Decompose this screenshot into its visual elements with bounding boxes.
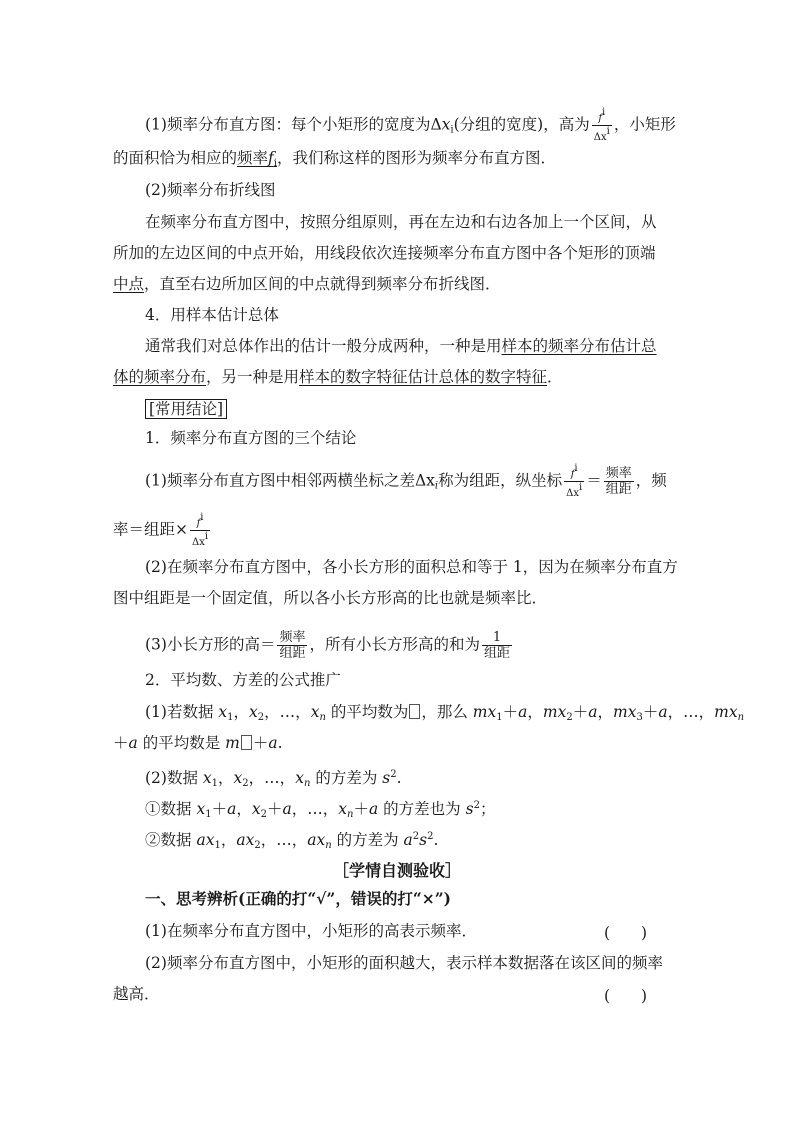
frac-num-sup: i bbox=[602, 107, 606, 118]
text: (3)小长方形的高＝ bbox=[145, 635, 276, 654]
text: ，另一种是用 bbox=[206, 368, 300, 386]
conclusion-2-heading: 2．平均数、方差的公式推广 bbox=[145, 671, 341, 689]
section-heading: ［学情自测验收］ bbox=[332, 861, 461, 880]
var-f: f bbox=[268, 149, 274, 167]
tag-label: [常用结论] bbox=[145, 399, 227, 419]
fraction-freq-over-width bbox=[277, 630, 307, 661]
text: 的面积恰为相应的 bbox=[113, 149, 238, 167]
answer-bracket: ( ) bbox=[604, 924, 648, 942]
underlined-term: 样本的频率分布估计总 bbox=[501, 337, 657, 355]
frac-num: 频率 bbox=[605, 466, 632, 481]
polyline-line-1: 在频率分布直方图中，按照分组原则，再在左边和右边各加上一个区间，从 bbox=[145, 213, 657, 231]
conclusion-2-line-1 bbox=[145, 557, 678, 577]
text: (1)频率分布直方图中相邻两横坐标之差 bbox=[145, 471, 415, 490]
polyline-line-2: 所加的左边区间的中点开始，用线段依次连接频率分布直方图中各个矩形的顶端 bbox=[113, 244, 656, 262]
frac-den: 组距 bbox=[484, 646, 511, 661]
text: (2)数据 bbox=[145, 769, 198, 787]
text: ①数据 bbox=[145, 800, 192, 818]
conclusion-1-line-2 bbox=[113, 512, 212, 549]
polyline-title: (2)频率分布折线图 bbox=[145, 181, 276, 199]
frac-den: Δx bbox=[192, 537, 205, 548]
text: ，直至右边所加区间的中点就得到频率分布折线图． bbox=[144, 275, 501, 293]
frac-num-sup: i bbox=[574, 463, 578, 474]
text: (2)在频率分布直方图中，各小长方形的面积总和等于 bbox=[145, 558, 508, 576]
text: 的平均数是 bbox=[142, 734, 221, 752]
frac-num: 频率 bbox=[279, 630, 306, 645]
text: 的方差也为 bbox=[383, 800, 461, 818]
common-conclusions-tag bbox=[145, 399, 227, 419]
frac-den-sup: i bbox=[579, 482, 583, 493]
exercise-heading: 一、思考辨析(正确的打“√”，错误的打“×”) bbox=[145, 889, 452, 908]
histogram-definition-line-1 bbox=[145, 107, 676, 144]
conclusion-3-line bbox=[145, 630, 514, 661]
fraction-fi-over-dxi bbox=[190, 512, 210, 549]
text: 频率 bbox=[237, 149, 269, 167]
variance-line-2: ①数据 $x_1+a$，$x_2+a$，…，$x_n+a$ 的方差也为 $s^2$； bbox=[145, 800, 496, 820]
conclusion-2-line-2: 图中组距是一个固定值，所以各小长方形高的比也就是频率比． bbox=[113, 589, 548, 607]
text: 通常我们对总体作出的估计一般分成两种，一种是用 bbox=[145, 337, 502, 355]
fraction-fi-over-dxi bbox=[564, 463, 584, 500]
text: ，那么 bbox=[421, 703, 468, 721]
conclusion-1-line-1 bbox=[145, 463, 667, 500]
polyline-line-3 bbox=[113, 274, 501, 294]
exercise-q1: (1)在频率分布直方图中，小矩形的高表示频率． bbox=[145, 922, 477, 940]
frac-num: f bbox=[196, 518, 201, 529]
text: 称为组距，纵坐标 bbox=[438, 471, 563, 490]
variance-line-3: ②数据 $ax_1$，$ax_2$，…，$ax_n$ 的方差为 $a^2s^2$. bbox=[145, 831, 439, 851]
delta-x: Δx bbox=[414, 471, 435, 490]
text: ，我们称这样的图形为频率分布直方图． bbox=[276, 149, 556, 167]
frac-num: f bbox=[598, 113, 603, 124]
sub-i: i bbox=[434, 480, 439, 492]
fraction-one-over-width bbox=[482, 630, 512, 661]
text: 的方差为 bbox=[315, 769, 378, 787]
sub-i: i bbox=[450, 124, 454, 136]
frac-den-sup: i bbox=[204, 531, 209, 542]
text: (分组的宽度)，高为 bbox=[453, 115, 590, 134]
section-4-line-1 bbox=[145, 336, 657, 356]
text: ＝ bbox=[586, 471, 602, 490]
mean-placeholder-icon bbox=[409, 704, 420, 719]
section-4-line-2 bbox=[113, 367, 563, 387]
number-one: 1 bbox=[512, 558, 523, 576]
exercise-q2-line-2: 越高． bbox=[113, 985, 160, 1003]
exercise-q2-line-1: (2)频率分布直方图中，小矩形的面积越大，表示样本数据落在该区间的频率 bbox=[145, 954, 663, 972]
underlined-term: 体的频率分布 bbox=[113, 368, 207, 386]
section-4-heading: 4．用样本估计总体 bbox=[145, 306, 279, 324]
underlined-term bbox=[237, 149, 277, 167]
mean-formula-line-2: ＋a 的平均数是 m ＋a. bbox=[113, 734, 283, 752]
text: ，所有小长方形高的和为 bbox=[309, 635, 480, 654]
answer-bracket: ( ) bbox=[604, 987, 648, 1005]
underlined-term: 中点 bbox=[113, 275, 145, 293]
text: (1)频率分布直方图：每个小矩形的宽度为 bbox=[145, 115, 431, 134]
text: ，因为在频率分布直方 bbox=[522, 558, 678, 576]
underlined-term: 样本的数字特征估计总体的数字特征 bbox=[299, 368, 548, 386]
frac-den-sup: i bbox=[606, 126, 610, 137]
frac-num: 1 bbox=[482, 630, 512, 646]
text: ②数据 bbox=[145, 831, 192, 849]
text: ，小矩形 bbox=[613, 115, 676, 134]
histogram-definition-line-2 bbox=[113, 148, 556, 174]
fraction-freq-over-width bbox=[604, 466, 634, 497]
text: 率＝组距× bbox=[113, 520, 188, 539]
frac-den: Δx bbox=[566, 488, 579, 499]
text: 的平均数为 bbox=[330, 703, 409, 721]
conclusion-1-heading: 1．频率分布直方图的三个结论 bbox=[145, 429, 357, 447]
var-x: x bbox=[441, 115, 451, 134]
frac-den: Δx bbox=[593, 132, 607, 143]
variance-line-1: (2)数据 $x_1$，$x_2$，…，$x_n$ 的方差为 $s^2$. bbox=[145, 769, 402, 789]
text: (1)若数据 bbox=[145, 703, 214, 721]
frac-num-sup: i bbox=[200, 512, 204, 523]
frac-den: 组距 bbox=[605, 482, 632, 497]
frac-num: f bbox=[570, 469, 575, 480]
text: ，频 bbox=[635, 471, 667, 490]
sub-i: i bbox=[273, 158, 277, 169]
mean-formula-line-1: (1)若数据 $x_1$，$x_2$，…，$x_n$ 的平均数为 ，那么 $mx_1+a$，$mx_2+a$，$mx_3+a$，…，$mx_n$ bbox=[145, 703, 745, 723]
text: ． bbox=[547, 368, 563, 386]
fraction-fi-over-dxi bbox=[592, 107, 612, 144]
mean-placeholder-icon bbox=[241, 735, 252, 750]
text: 的方差为 bbox=[336, 831, 399, 849]
delta-symbol: Δ bbox=[430, 115, 442, 134]
frac-den: 组距 bbox=[279, 646, 306, 661]
